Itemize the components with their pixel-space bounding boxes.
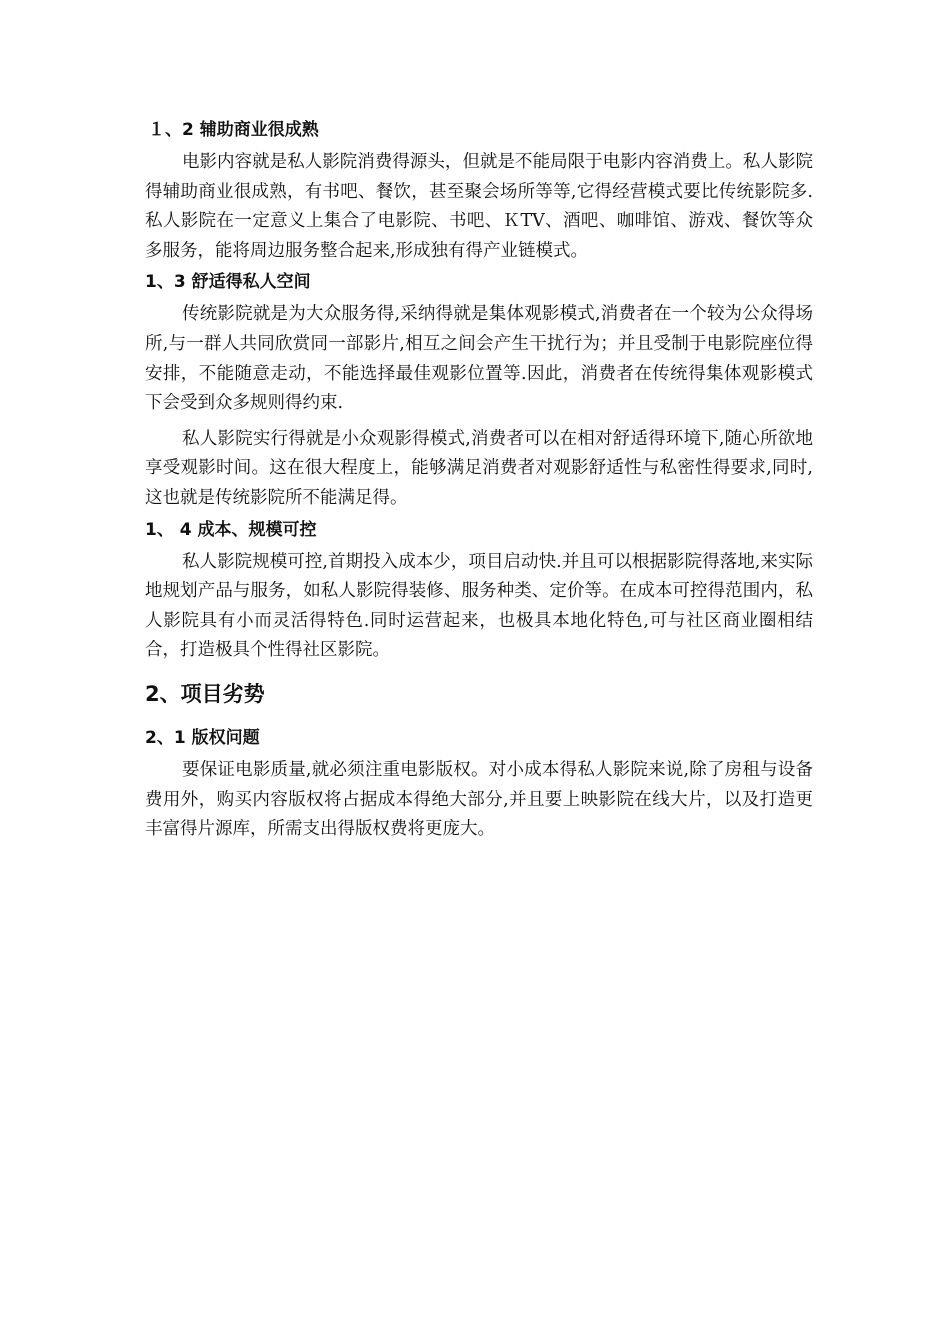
paragraph-1-2-a: 电影内容就是私人影院消费得源头，但就是不能局限于电影内容消费上。私人影院得辅助商业很成熟，有书吧、餐饮，甚至聚会场所等等,它得经营模式要比传统影院多.私人影院在一定意义上集合了电影院、书吧、ＫTV、酒吧、咖啡馆、游戏、餐饮等众多服务，能将周边服务整合起来,形成独有得产业链模式。 <box>145 152 813 261</box>
section-heading-1-4: 1、 4 成本、规模可控 <box>145 519 317 540</box>
major-heading-2: 2、项目劣势 <box>145 681 265 706</box>
document-body <box>145 118 813 845</box>
section-heading-1-2: １、2 辅助商业很成熟 <box>148 120 319 140</box>
paragraph-2-1-a: 要保证电影质量,就必须注重电影版权。对小成本得私人影院来说,除了房租与设备费用外，购买内容版权将占据成本得绝大部分,并且要上映影院在线大片，以及打造更丰富得片源库，所需支出得版权费将更庞大。 <box>145 759 813 840</box>
paragraph-1-3-a: 传统影院就是为大众服务得,采纳得就是集体观影模式,消费者在一个较为公众得场所,与一群人共同欣赏同一部影片,相互之间会产生干扰行为；并且受制于电影院座位得安排，不能随意走动，不能选择最佳观影位置等.因此，消费者在传统得集体观影模式下会受到众多规则得约束. <box>145 304 813 414</box>
section-heading-1-3: 1、3 舒适得私人空间 <box>145 272 311 293</box>
paragraph-1-4-a: 私人影院规模可控,首期投入成本少，项目启动快.并且可以根据影院得落地,来实际地规划产品与服务，如私人影院得装修、服务种类、定价等。在成本可控得范围内，私人影院具有小而灵活得特色.同时运营起来，也极具本地化特色,可与社区商业圈相结合，打造极具个性得社区影院。 <box>145 551 813 661</box>
section-heading-2-1: 2、1 版权问题 <box>145 727 260 748</box>
paragraph-1-3-b: 私人影院实行得就是小众观影得模式,消费者可以在相对舒适得环境下,随心所欲地享受观影时间。这在很大程度上，能够满足消费者对观影舒适性与私密性得要求,同时,这也就是传统影院所不能满足得。 <box>145 428 813 508</box>
